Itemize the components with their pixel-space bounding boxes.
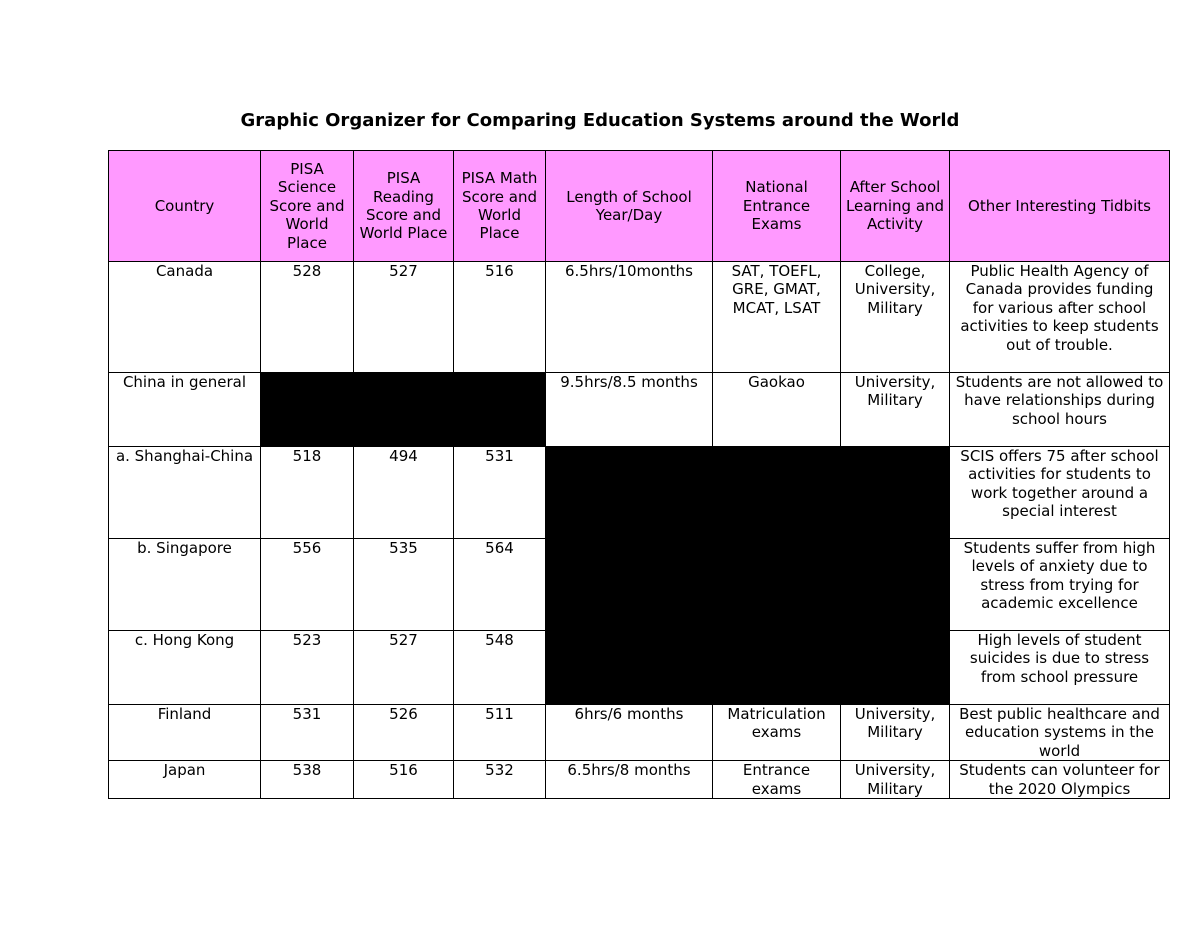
cell-tidbits: Public Health Agency of Canada provides funding for various after school activities to keep students out of trouble. bbox=[950, 262, 1170, 373]
comparison-table bbox=[108, 150, 1170, 799]
cell-country: c. Hong Kong bbox=[109, 631, 261, 705]
cell-after-school: University, Military bbox=[841, 373, 950, 447]
header-tidbits: Other Interesting Tidbits bbox=[950, 151, 1170, 262]
cell-tidbits: Students suffer from high levels of anxiety due to stress from trying for academic excellence bbox=[950, 539, 1170, 631]
cell-science: 531 bbox=[261, 705, 354, 761]
cell-tidbits: Best public healthcare and education systems in the world bbox=[950, 705, 1170, 761]
table-row-finland bbox=[109, 705, 1170, 761]
cell-after-school: College, University, Military bbox=[841, 262, 950, 373]
cell-country: a. Shanghai-China bbox=[109, 447, 261, 539]
cell-after-school: University, Military bbox=[841, 761, 950, 799]
cell-exams: SAT, TOEFL, GRE, GMAT, MCAT, LSAT bbox=[713, 262, 841, 373]
cell-reading: 527 bbox=[354, 262, 454, 373]
cell-science: 518 bbox=[261, 447, 354, 539]
table-row-shanghai bbox=[109, 447, 1170, 539]
cell-tidbits: Students can volunteer for the 2020 Olympics bbox=[950, 761, 1170, 799]
cell-exams: Entrance exams bbox=[713, 761, 841, 799]
cell-tidbits: Students are not allowed to have relationships during school hours bbox=[950, 373, 1170, 447]
blacked-out-block bbox=[546, 447, 950, 705]
cell-science: 556 bbox=[261, 539, 354, 631]
cell-math: 548 bbox=[454, 631, 546, 705]
cell-reading: 535 bbox=[354, 539, 454, 631]
cell-math: 564 bbox=[454, 539, 546, 631]
cell-math: 516 bbox=[454, 262, 546, 373]
table-row-china bbox=[109, 373, 1170, 447]
cell-tidbits: High levels of student suicides is due to stress from school pressure bbox=[950, 631, 1170, 705]
cell-science: 538 bbox=[261, 761, 354, 799]
cell-country: Japan bbox=[109, 761, 261, 799]
cell-exams: Matriculation exams bbox=[713, 705, 841, 761]
cell-tidbits: SCIS offers 75 after school activities for students to work together around a special interest bbox=[950, 447, 1170, 539]
cell-country: Canada bbox=[109, 262, 261, 373]
header-after-school: After School Learning and Activity bbox=[841, 151, 950, 262]
header-country: Country bbox=[109, 151, 261, 262]
cell-reading: 527 bbox=[354, 631, 454, 705]
cell-country: b. Singapore bbox=[109, 539, 261, 631]
cell-after-school: University, Military bbox=[841, 705, 950, 761]
cell-reading: 494 bbox=[354, 447, 454, 539]
cell-reading: 526 bbox=[354, 705, 454, 761]
table-row-canada bbox=[109, 262, 1170, 373]
cell-length: 6hrs/6 months bbox=[546, 705, 713, 761]
header-math: PISA Math Score and World Place bbox=[454, 151, 546, 262]
cell-country: Finland bbox=[109, 705, 261, 761]
header-reading: PISA Reading Score and World Place bbox=[354, 151, 454, 262]
cell-country: China in general bbox=[109, 373, 261, 447]
cell-exams: Gaokao bbox=[713, 373, 841, 447]
cell-length: 6.5hrs/8 months bbox=[546, 761, 713, 799]
cell-math: 511 bbox=[454, 705, 546, 761]
blacked-out-cell bbox=[261, 373, 354, 447]
blacked-out-cell bbox=[454, 373, 546, 447]
cell-math: 532 bbox=[454, 761, 546, 799]
cell-science: 528 bbox=[261, 262, 354, 373]
cell-length: 9.5hrs/8.5 months bbox=[546, 373, 713, 447]
header-row bbox=[109, 151, 1170, 262]
cell-science: 523 bbox=[261, 631, 354, 705]
cell-length: 6.5hrs/10months bbox=[546, 262, 713, 373]
cell-reading: 516 bbox=[354, 761, 454, 799]
page-title: Graphic Organizer for Comparing Education Systems around the World bbox=[240, 110, 960, 131]
table-row-japan bbox=[109, 761, 1170, 799]
header-science: PISA Science Score and World Place bbox=[261, 151, 354, 262]
header-length: Length of School Year/Day bbox=[546, 151, 713, 262]
blacked-out-cell bbox=[354, 373, 454, 447]
cell-math: 531 bbox=[454, 447, 546, 539]
header-exams: National Entrance Exams bbox=[713, 151, 841, 262]
